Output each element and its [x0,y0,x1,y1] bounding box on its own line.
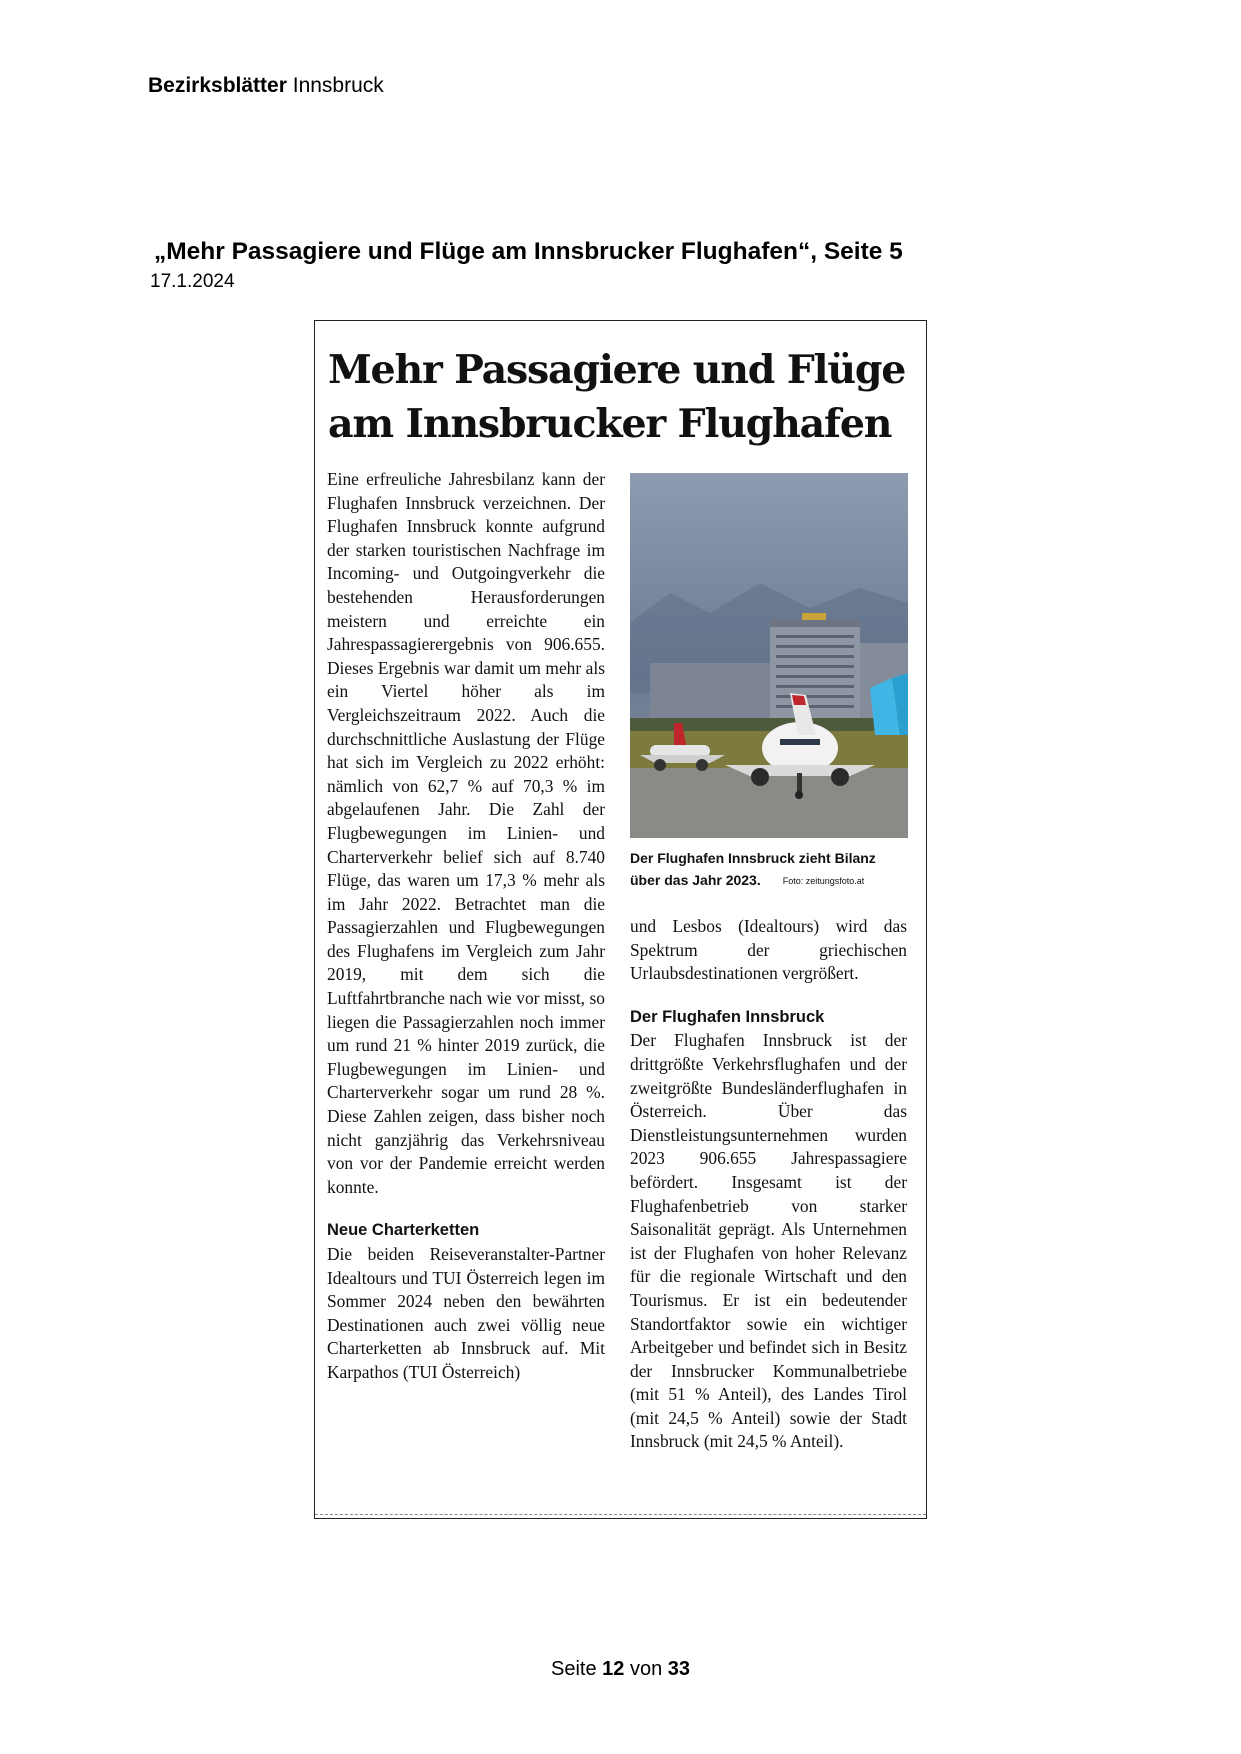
photo-credit: Foto: zeitungsfoto.at [782,876,865,886]
document-date: 17.1.2024 [150,271,235,292]
paragraph-gap [327,1199,605,1219]
airport-photo [630,473,908,838]
photo-hotel-sign [802,613,826,620]
photo-side-building [650,663,770,723]
photo-tarmac [630,768,908,838]
section-text-charter-a: Die beiden Reiseveranstalter-Partner Idealtours und TUI Österreich legen im Sommer 2024 neben den bewährten Destinationen auch zwei völlig neue Charterketten ab Innsbruck auf. Mit Karpathos (TUI Österreich) [327,1244,605,1382]
document-title: „Mehr Passagiere und Flüge am Innsbrucker Flughafen“, Seite 5 [154,238,903,265]
photo-hotel-roof [770,619,860,627]
photo-caption [630,847,908,892]
clipping-cut-edge [315,1514,926,1518]
article-column-left [327,468,605,1385]
newspaper-clipping [314,320,927,1519]
publication-name: Bezirksblätter [148,74,287,97]
article-column-right [630,915,907,1454]
page-number [0,1658,1241,1681]
page-number-current: 12 [602,1658,625,1680]
article-intro: Eine erfreuliche Jahresbilanz kann der Flughafen Innsbruck verzeichnen. Der Flughafen Innsbruck konnte aufgrund der starken touristischen Nachfrage im Incoming- und Outgoingverkehr die bestehenden Herausforderungen meistern und erreichte ein Jahrespassagierergebnis von 906.655. Dieses Ergebnis war damit um mehr als ein Viertel höher als im Vergleichszeitraum 2022. Auch die durchschnittliche Auslastung der Flüge hat sich im Vergleich zu 2022 erhöht: nämlich von 62,7 % auf 70,3 % im abgelaufenen Jahr. Die Zahl der Flugbewegungen im Linien- und Charterverkehr belief sich auf 8.740 Flüge, das waren um 17,3 % mehr als im Jahr 2022. Betrachtet man die Passagierzahlen und Flugbewegungen des Flughafens im Vergleich zum Jahr 2019, mit dem sich die Luftfahrtbranche nach wie vor misst, so liegen die Passagierzahlen noch immer um rund 21 % hinter 2019 zurück, die Flugbewegungen im Linien- und Charterverkehr sogar um rund 28 %. Diese Zahlen zeigen, dass bisher noch nicht ganzjährig das Verkehrsniveau von vor der Pandemie erreicht werden konnte. [327,469,605,1197]
page-number-total: 33 [667,1658,691,1680]
page-number-prefix: Seite [550,1658,597,1680]
article-headline: Mehr Passagiere und Flüge am Innsbrucker Flughafen [328,347,906,447]
paragraph-gap [630,986,907,1006]
section-heading-charter: Neue Charterketten [327,1221,480,1240]
section-text-airport: Der Flughafen Innsbruck ist der drittgrößte Verkehrsflughafen und der zweitgrößte Bundesländerflughafen in Österreich. Über das Dienstleistungsunternehmen wurden 2023 906.655 Jahrespassagiere befördert. Insgesamt ist der Flughafenbetrieb von starker Saisonalität geprägt. Als Unternehmen ist der Flughafen von hoher Relevanz für die regionale Wirtschaft und den Tourismus. Er ist ein bedeutender Standortfaktor sowie ein wichtiger Arbeitgeber und befindet sich in Besitz der Innsbrucker Kommunalbetriebe (mit 51 % Anteil), des Landes Tirol (mit 24,5 % Anteil) sowie der Stadt Innsbruck (mit 24,5 % Anteil). [630,1030,907,1452]
section-text-charter-b: und Lesbos (Idealtours) wird das Spektrum der griechischen Urlaubsdestinationen vergrößert. [630,916,907,984]
page-number-separator: von [629,1658,663,1680]
photo-caption-text: Der Flughafen Innsbruck zieht Bilanz über das Jahr 2023. [630,850,876,888]
publication-region: Innsbruck [292,74,384,97]
section-heading-airport: Der Flughafen Innsbruck [630,1007,825,1026]
page-header [148,74,384,98]
